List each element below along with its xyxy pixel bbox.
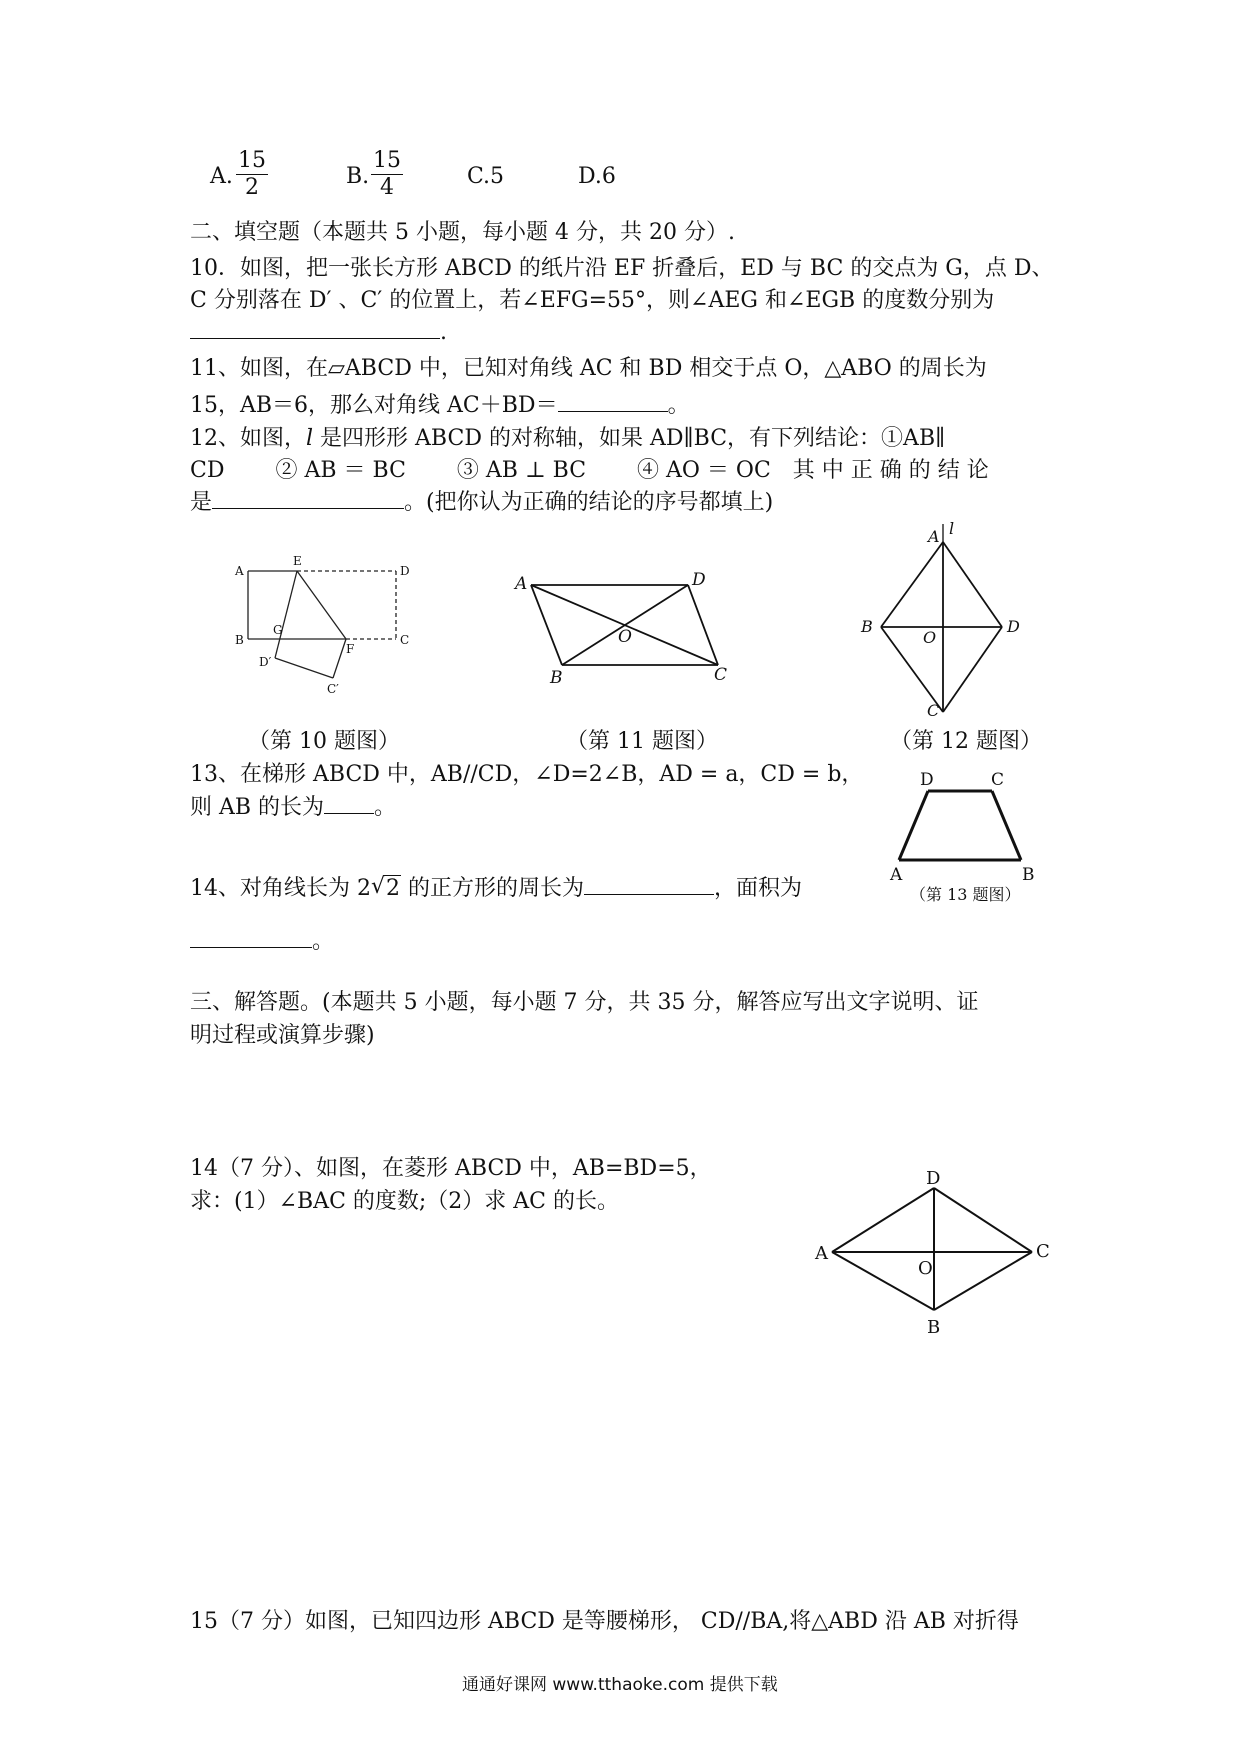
q12-answer-blank [212,488,404,509]
q11-line2 [190,391,690,421]
fig10-label-b: B [235,633,244,647]
q10-period: . [440,320,447,345]
fig13-caption: （第 13 题图） [910,885,1021,904]
q14a-sqrt [371,874,401,904]
q12-line1 [190,424,945,454]
option-a-label: A. [210,164,233,189]
fig11-label-a: A [515,574,528,594]
q14a-area-blank [190,927,312,948]
q14a-line1-start: 14、对角线长为 2 [190,876,371,901]
q12-axis-l: l [306,426,314,451]
fig11-label-b: B [550,668,563,688]
q14b-line2: 求：(1）∠BAC 的度数;（2）求 AC 的长。 [190,1189,620,1214]
q14a-period: 。 [312,929,335,954]
fig13-label-c: C [991,770,1005,790]
fig11-label-c: C [714,665,728,685]
fig14-label-a: A [815,1243,828,1264]
option-a-numerator: 15 [238,148,266,173]
fig12-label-b: B [861,617,873,636]
sqrt-icon: √ [371,874,386,899]
q12-line1-b: 是四形形 ABCD 的对称轴，如果 AD∥BC，有下列结论：①AB∥ [313,426,946,451]
q10-line1: 10．如图，把一张长方形 ABCD 的纸片沿 EF 折叠后，ED 与 BC 的交点为 G，点 D、 [190,256,1054,281]
section3-line2: 明过程或演算步骤) [190,1023,375,1048]
q12-line3-end: 。(把你认为正确的结论的序号都填上) [404,490,774,515]
option-a-denominator: 2 [245,175,259,200]
fig14-label-o: O [918,1258,933,1279]
option-a-fraction [236,148,268,201]
q12-line1-a: 12、如图， [190,426,306,451]
q14a-perimeter-blank [584,874,714,895]
q10-line3 [190,318,447,348]
q14a-line1-mid: 的正方形的周长为 [401,876,584,901]
footer-text: 通通好课网 www.tthaoke.com 提供下载 [462,1675,778,1695]
fig14-label-c: C [1036,1241,1050,1262]
fig14-diagram [810,1168,1060,1338]
fig12-label-a: A [928,527,940,546]
fig10-label-d: D [400,564,410,578]
fig12-label-l: l [949,519,955,538]
fig13-label-a: A [890,865,903,885]
q14a-radicand: 2 [386,876,400,901]
q12-line3-start: 是 [190,490,213,515]
q11-line2-text: 15，AB＝6，那么对角线 AC＋BD＝ [190,393,558,418]
fig11-diagram [510,555,740,688]
q14a-line1 [190,874,802,904]
option-b-denominator: 4 [380,175,394,200]
q13-line1: 13、在梯形 ABCD 中，AB//CD，∠D=2∠B，AD = a，CD = b， [190,762,864,787]
section2-heading: 二、填空题（本题共 5 小题，每小题 4 分，共 20 分）. [190,220,735,245]
section3-line1: 三、解答题。(本题共 5 小题，每小题 7 分，共 35 分，解答应写出文字说明、证 [190,990,979,1015]
fig13-label-d: D [920,770,934,790]
q11-period: 。 [667,393,690,418]
q14a-line2 [190,927,334,957]
option-b-fraction [371,148,403,201]
q13-line2-text: 则 AB 的长为 [190,795,325,820]
fig12-label-o: O [923,628,937,647]
q15-line1: 15（7 分）如图，已知四边形 ABCD 是等腰梯形， CD//BA,将△ABD 沿 AB 对折得 [190,1609,1019,1634]
q14b-line1: 14（7 分）、如图，在菱形 ABCD 中，AB=BD=5， [190,1156,712,1181]
fig14-label-d: D [926,1168,941,1189]
q12-line3 [190,488,773,518]
fig10-label-a: A [235,564,244,578]
q10-answer-blank [190,318,440,339]
q12-line2: CD ② AB ＝ BC ③ AB ⊥ BC ④ AO ＝ OC 其 中 正 确 的 结 论 [190,458,989,483]
option-b-label: B. [346,164,370,189]
fig11-label-d: D [692,570,706,590]
option-c: C.5 [467,164,505,189]
option-b-numerator: 15 [373,148,401,173]
fig10-label-e: E [293,554,302,568]
fig12-label-d: D [1007,617,1020,636]
fig12-diagram [855,520,1035,730]
fig10-label-f: F [346,642,355,656]
fig10-label-c: C [400,633,410,647]
fig11-caption: （第 11 题图） [566,729,718,754]
fig10-label-d-prime: D′ [259,655,272,669]
q11-line1: 11、如图，在▱ABCD 中，已知对角线 AC 和 BD 相交于点 O，△ABO 的周长为 [190,356,987,381]
q14a-line1-end: ，面积为 [714,876,803,901]
fig10-caption: （第 10 题图） [248,729,400,754]
fig10-diagram [235,554,415,696]
fig10-label-g: G [273,623,283,637]
fig12-label-c: C [927,701,940,720]
q11-answer-blank [558,391,668,412]
fig10-label-c-prime: C′ [327,682,339,696]
q13-line2 [190,793,396,823]
option-d: D.6 [578,164,616,189]
q13-answer-blank [324,793,374,814]
fig14-label-b: B [927,1317,941,1338]
fig13-diagram [880,770,1040,885]
fig13-label-b: B [1022,865,1035,885]
q10-line2: C 分别落在 D′ 、C′ 的位置上，若∠EFG=55°，则∠AEG 和∠EGB 的度数分别为 [190,288,995,313]
fig12-caption: （第 12 题图） [890,729,1042,754]
q13-period: 。 [374,795,397,820]
fig11-label-o: O [618,627,632,647]
